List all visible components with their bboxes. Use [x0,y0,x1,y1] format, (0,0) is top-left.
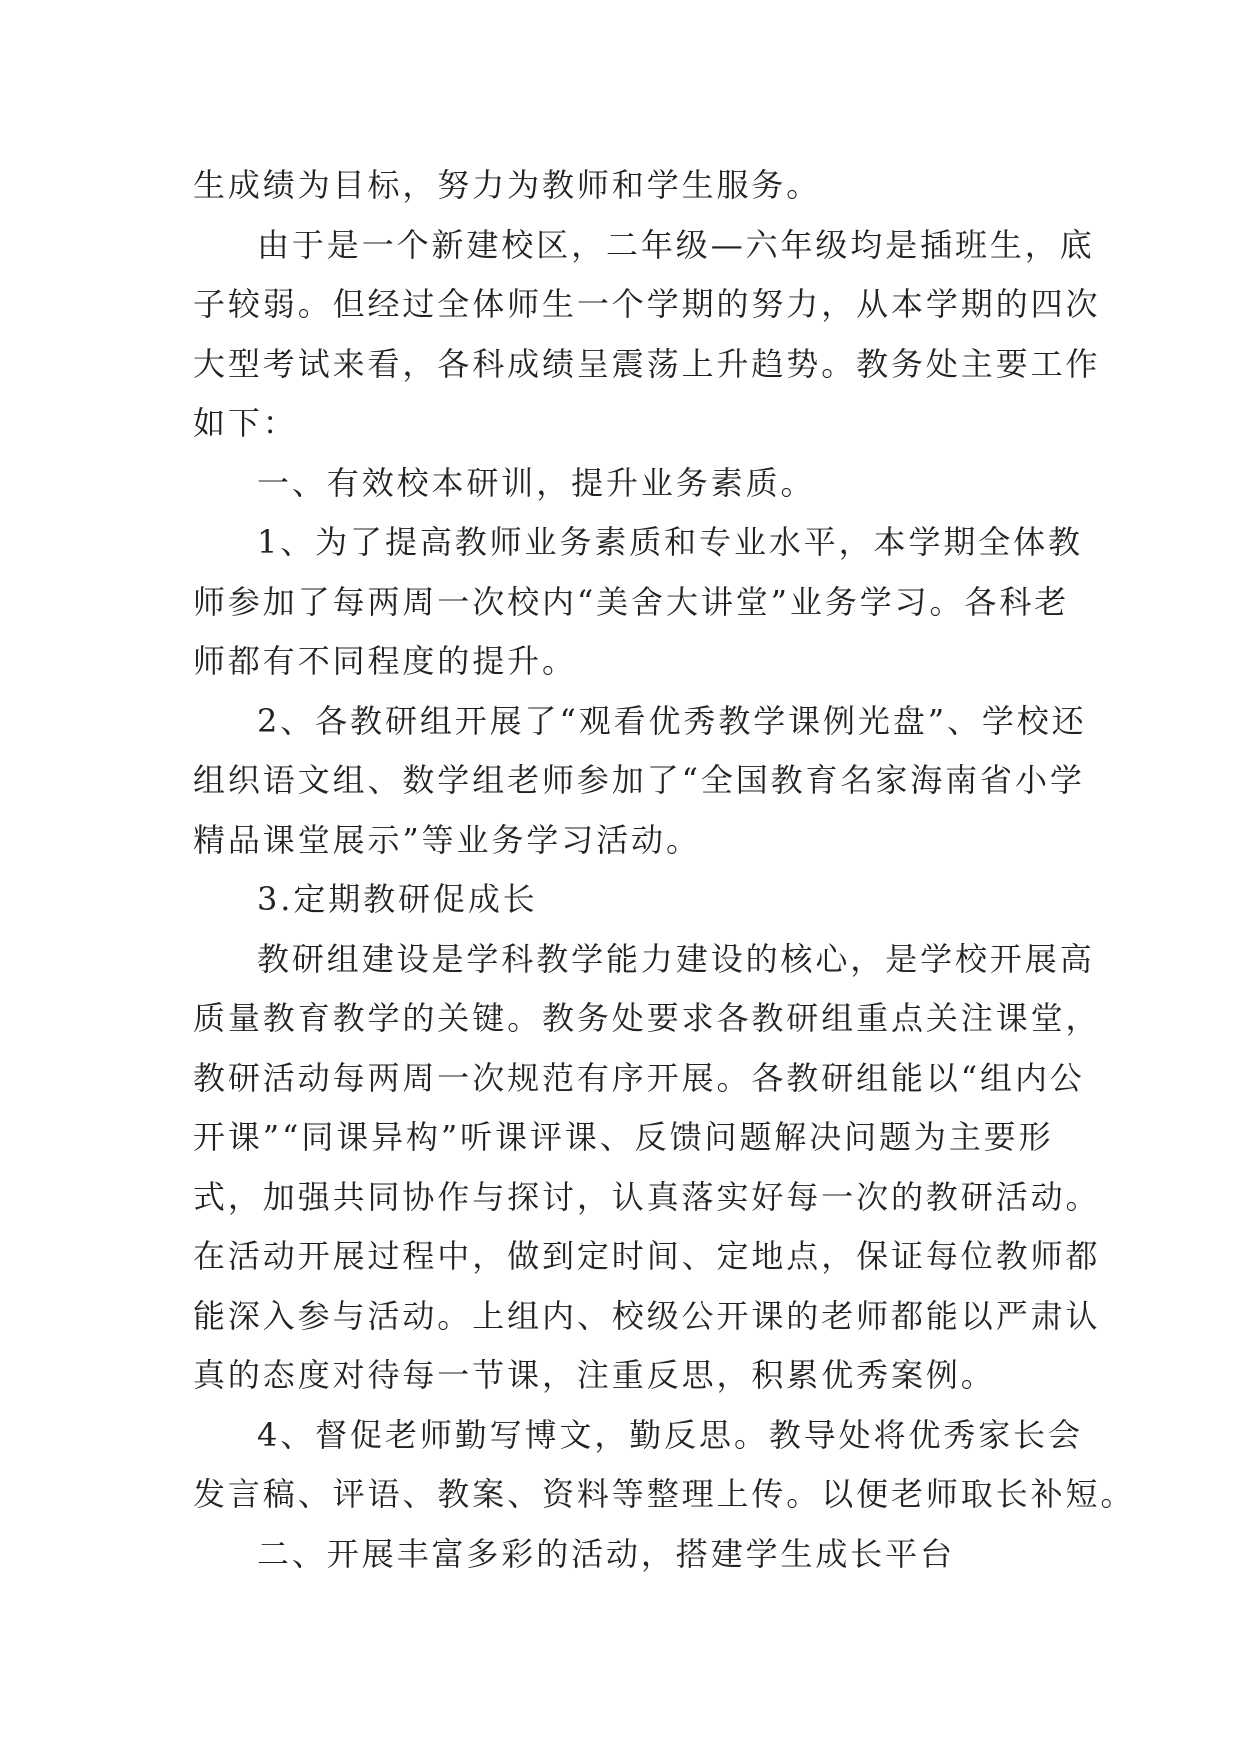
text-line: 生成绩为目标，努力为教师和学生服务。 [193,166,822,204]
text-line: 子较弱。但经过全体师生一个学期的努力，从本学期的四次 [193,285,1101,323]
subsection-heading: 3.定期教研促成长 [257,880,538,918]
text-line: 在活动开展过程中，做到定时间、定地点，保证每位教师都 [193,1237,1101,1275]
text-line: 能深入参与活动。上组内、校级公开课的老师都能以严肃认 [193,1296,1101,1335]
text-line: 组织语文组、数学组老师参加了“全国教育名家海南省小学 [193,761,1085,799]
section-heading: 二、开展丰富多彩的活动，搭建学生成长平台 [257,1534,956,1573]
text-line: 教研活动每两周一次规范有序开展。各教研组能以“组内公 [193,1058,1085,1097]
text-line: 师都有不同程度的提升。 [193,642,577,680]
text-line: 大型考试来看，各科成绩呈震荡上升趋势。教务处主要工作 [193,344,1101,383]
text-line: 师参加了每两周一次校内“美舍大讲堂”业务学习。各科老 [193,582,1070,621]
text-line: 1、为了提高教师业务素质和专业水平，本学期全体教 [257,523,1083,561]
text-line: 式，加强共同协作与探讨，认真落实好每一次的教研活动。 [193,1177,1101,1216]
text-line: 教研组建设是学科教学能力建设的核心，是学校开展高 [257,939,1095,978]
document-body [193,156,1136,1584]
text-line: 真的态度对待每一节课，注重反思，积累优秀案例。 [193,1356,996,1394]
text-line: 发言稿、评语、教案、资料等整理上传。以便老师取长补短。 [193,1475,1136,1513]
text-line: 质量教育教学的关键。教务处要求各教研组重点关注课堂， [193,999,1101,1037]
section-heading: 一、有效校本研训，提升业务素质。 [257,463,816,502]
text-line: 开课”“同课异构”听课评课、反馈问题解决问题为主要形 [193,1118,1054,1156]
text-line: 2、各教研组开展了“观看优秀教学课例光盘”、学校还 [257,701,1087,740]
text-line: 精品课堂展示”等业务学习活动。 [193,820,701,859]
text-line: 如下： [193,404,298,442]
text-line: 4、督促老师勤写博文，勤反思。教导处将优秀家长会 [257,1415,1083,1454]
text-line: 由于是一个新建校区，二年级—六年级均是插班生，底 [257,225,1095,264]
